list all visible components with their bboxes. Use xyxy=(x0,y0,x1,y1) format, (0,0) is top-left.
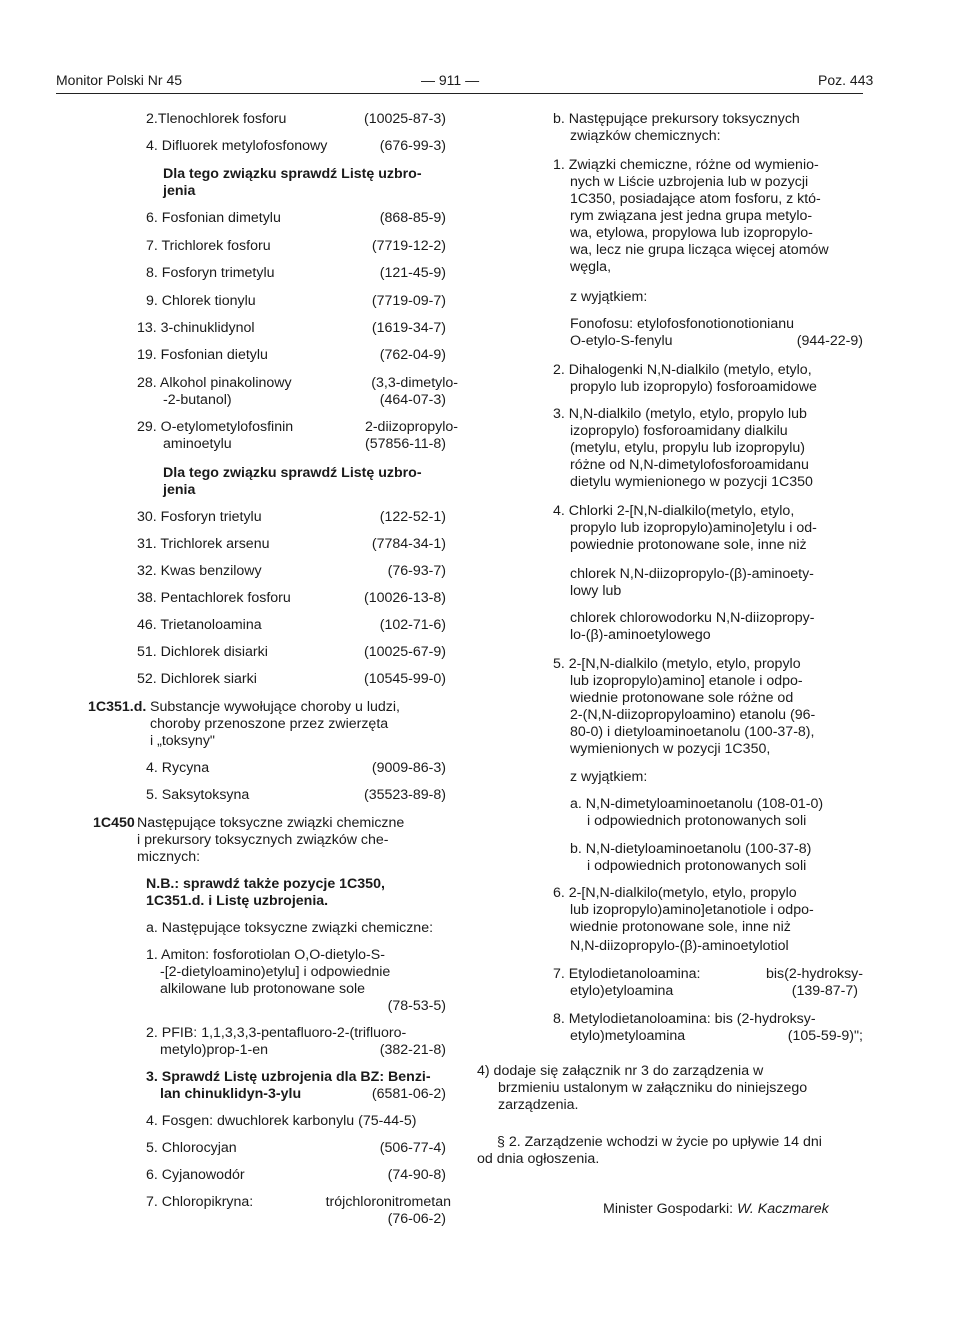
list-item-text: węgla, xyxy=(570,259,612,275)
note-check-list: jenia xyxy=(163,482,196,498)
list-item-text: 1. Związki chemiczne, różne od wymienio- xyxy=(553,157,819,173)
list-item-text: 7. Etylodietanoloamina: xyxy=(553,966,701,982)
list-item-text: izopropylo) fosforoamidany dialkilu xyxy=(570,423,788,439)
list-item-name: 7. Trichlorek fosforu xyxy=(146,238,271,254)
signature-title: Minister Gospodarki: xyxy=(603,1201,734,1217)
cas-number: (464-07-3) xyxy=(379,392,446,408)
list-item-detail: bis(2-hydroksy- xyxy=(766,966,863,982)
list-item-text: chlorek chlorowodorku N,N-diizopropy- xyxy=(570,610,815,626)
section-paragraph: od dnia ogłoszenia. xyxy=(477,1151,600,1167)
cas-number: (10545-99-0) xyxy=(363,671,446,687)
list-item-name: 46. Trietanoloamina xyxy=(137,617,262,633)
position-number: Poz. 443 xyxy=(818,72,874,88)
section-code: 1C450 xyxy=(93,815,135,831)
cas-number: (122-52-1) xyxy=(379,509,446,525)
header-rule xyxy=(56,93,863,94)
list-item-text: etylo)etyloamina xyxy=(570,983,674,999)
section-text: i „toksyny" xyxy=(150,733,215,749)
nb-note: N.B.: sprawdź także pozycje 1C350, xyxy=(146,876,385,892)
list-item-text: O-etylo-S-fenylu xyxy=(570,333,673,349)
cas-number: (10026-13-8) xyxy=(363,590,446,606)
section-text: Substancje wywołujące choroby u ludzi, xyxy=(150,699,400,715)
list-item-name: 1. Amiton: fosforotiolan O,O-dietylo-S- xyxy=(146,947,385,963)
list-item-text: 6. 2-[N,N-dialkilo(metylo, etylo, propylo xyxy=(553,885,797,901)
list-item-name: 28. Alkohol pinakolinowy xyxy=(137,375,292,391)
list-item-name: 4. Difluorek metylofosfonowy xyxy=(146,138,328,154)
list-item-name: 30. Fosforyn trietylu xyxy=(137,509,262,525)
cas-number: (6581-06-2) xyxy=(371,1086,446,1102)
cas-number: (382-21-8) xyxy=(379,1042,446,1058)
list-item-name: metylo)prop-1-en xyxy=(160,1042,269,1058)
list-item-name: 5. Chlorocyjan xyxy=(146,1140,237,1156)
section-code: 1C351.d. xyxy=(88,699,147,715)
list-item-name: 7. Chloropikryna: xyxy=(146,1194,254,1210)
list-item-text: 8. Metylodietanoloamina: bis (2-hydroksy- xyxy=(553,1011,816,1027)
list-item-text: wa, lecz nie grupa licząca więcej atomów xyxy=(570,242,829,258)
list-item-text: a. N,N-dimetyloaminoetanolu (108-01-0) xyxy=(570,796,824,812)
list-item-text: powiednie protonowane sole, inne niż xyxy=(570,537,807,553)
nb-note: 1C351.d. i Listę uzbrojenia. xyxy=(146,893,329,909)
list-item-text: wa, etylowa, propylowa lub izopropylo- xyxy=(570,225,813,241)
list-item-text: Fonofosu: etylofosfonotionotionianu xyxy=(570,316,795,332)
cas-number: (762-04-9) xyxy=(379,347,446,363)
cas-number: (57856-11-8) xyxy=(365,436,446,452)
cas-number: (78-53-5) xyxy=(387,998,446,1014)
signature xyxy=(603,1201,829,1218)
list-item-name: -2-butanol) xyxy=(163,392,232,408)
list-item-text: 2. Dihalogenki N,N-dialkilo (metylo, etylo, xyxy=(553,362,812,378)
cas-number: (10025-87-3) xyxy=(363,111,446,127)
cas-number: (7719-12-2) xyxy=(371,238,446,254)
exception-label: z wyjątkiem: xyxy=(570,769,648,785)
list-item-text: 80-0) i dietyloaminoetanolu (100-37-8), xyxy=(570,724,815,740)
list-item-text: chlorek N,N-diizopropylo-(β)-aminoety- xyxy=(570,566,814,582)
cas-number: (9009-86-3) xyxy=(371,760,446,776)
cas-number: (139-87-7) xyxy=(791,983,858,999)
list-item-detail: (3,3-dimetylo- xyxy=(371,375,458,391)
list-item-detail: trójchloronitrometan xyxy=(325,1194,451,1210)
cas-number: (121-45-9) xyxy=(379,265,446,281)
section-paragraph: § 2. Zarządzenie wchodzi w życie po upływie 14 dni xyxy=(497,1134,822,1150)
cas-number: (7784-34-1) xyxy=(371,536,446,552)
cas-number: (944-22-9) xyxy=(796,333,863,349)
list-item-text: 4. Chlorki 2-[N,N-dialkilo(metylo, etylo, xyxy=(553,503,795,519)
cas-number: (1619-34-7) xyxy=(371,320,446,336)
cas-number: (76-93-7) xyxy=(387,563,446,579)
cas-number: (7719-09-7) xyxy=(371,293,446,309)
cas-number: (10025-67-9) xyxy=(363,644,446,660)
section-text: i prekursory toksycznych związków che- xyxy=(137,832,389,848)
paragraph-point: brzmieniu ustalonym w załączniku do niniejszego xyxy=(498,1080,808,1096)
list-item-text: N,N-diizopropylo-(β)-aminoetylotiol xyxy=(570,938,789,954)
list-item-detail: 2-diizopropylo- xyxy=(364,419,458,435)
list-item-text: 5. 2-[N,N-dialkilo (metylo, etylo, propylo xyxy=(553,656,801,672)
list-item-text: lowy lub xyxy=(570,583,622,599)
list-item-text: 2-(N,N-diizopropyloamino) etanolu (96- xyxy=(570,707,816,723)
list-item-name: 13. 3-chinuklidynol xyxy=(137,320,255,336)
note-check-list: jenia xyxy=(163,183,196,199)
list-item-text: wymienionych w pozycji 1C350, xyxy=(570,741,771,757)
list-item-name: aminoetylu xyxy=(163,436,232,452)
list-item-text: lub izopropylo)amino] etanole i odpo- xyxy=(570,673,803,689)
cas-number: (102-71-6) xyxy=(379,617,446,633)
cas-number: (676-99-3) xyxy=(379,138,446,154)
list-item-text: i odpowiednich protonowanych soli xyxy=(587,813,807,829)
cas-number: (76-06-2) xyxy=(387,1211,446,1227)
paragraph-point: zarządzenia. xyxy=(498,1097,579,1113)
list-item-text: rym związana jest jedna grupa metylo- xyxy=(570,208,813,224)
list-item-name: 31. Trichlorek arsenu xyxy=(137,536,270,552)
note-check-list: Dla tego związku sprawdź Listę uzbro- xyxy=(163,166,422,182)
list-item-name: 51. Dichlorek disiarki xyxy=(137,644,268,660)
list-item-text: lo-(β)-aminoetylowego xyxy=(570,627,711,643)
list-item-name: 32. Kwas benzilowy xyxy=(137,563,262,579)
list-item-text: 1C350, posiadające atom fosforu, z któ- xyxy=(570,191,821,207)
list-item-name: 6. Cyjanowodór xyxy=(146,1167,245,1183)
list-item-name: 4. Rycyna xyxy=(146,760,210,776)
list-item-name: 5. Saksytoksyna xyxy=(146,787,250,803)
list-item-name: 19. Fosfonian dietylu xyxy=(137,347,268,363)
list-item-text: propylo lub izopropylo) fosforoamidowe xyxy=(570,379,817,395)
list-item-name: 6. Fosfonian dimetylu xyxy=(146,210,281,226)
cas-number: (506-77-4) xyxy=(379,1140,446,1156)
note-check-list: Dla tego związku sprawdź Listę uzbro- xyxy=(163,465,422,481)
list-item-text: wiednie protonowane sole różne od xyxy=(570,690,794,706)
cas-number: (35523-89-8) xyxy=(363,787,446,803)
list-item-name: 3. Sprawdź Listę uzbrojenia dla BZ: Benzi- xyxy=(146,1069,431,1085)
subsection-heading: związków chemicznych: xyxy=(570,128,721,144)
list-item-text: i odpowiednich protonowanych soli xyxy=(587,858,807,874)
list-item-name: 2.Tlenochlorek fosforu xyxy=(146,111,287,127)
list-item-name: 52. Dichlorek siarki xyxy=(137,671,257,687)
list-item-name: -[2-dietyloamino)etylu] i odpowiednie xyxy=(160,964,391,980)
paragraph-point: 4) dodaje się załącznik nr 3 do zarządzenia w xyxy=(477,1063,764,1079)
section-text: micznych: xyxy=(137,849,201,865)
list-item-text: b. N,N-dietyloaminoetanolu (100-37-8) xyxy=(570,841,812,857)
subsection-heading: a. Następujące toksyczne związki chemiczne: xyxy=(146,920,434,936)
list-item-name: 9. Chlorek tionylu xyxy=(146,293,256,309)
cas-number: (74-90-8) xyxy=(387,1167,446,1183)
cas-number: (105-59-9)"; xyxy=(787,1028,863,1044)
list-item-name: 4. Fosgen: dwuchlorek karbonylu (75-44-5) xyxy=(146,1113,417,1129)
section-text: choroby przenoszone przez zwierzęta xyxy=(150,716,389,732)
list-item-text: lub izopropylo)amino]etanotiole i odpo- xyxy=(570,902,814,918)
list-item-text: wiednie protonowane sole, inne niż xyxy=(570,919,791,935)
exception-label: z wyjątkiem: xyxy=(570,289,648,305)
signature-name: W. Kaczmarek xyxy=(737,1201,829,1217)
list-item-name: 8. Fosforyn trimetylu xyxy=(146,265,275,281)
list-item-text: dietylu wymienionego w pozycji 1C350 xyxy=(570,474,813,490)
list-item-name: 29. O-etylometylofosfinin xyxy=(137,419,294,435)
list-item-text: różne od N,N-dimetylofosforoamidanu xyxy=(570,457,809,473)
list-item-name: lan chinuklidyn-3-ylu xyxy=(160,1086,302,1102)
list-item-text: etylo)metyloamina xyxy=(570,1028,686,1044)
list-item-text: (metylu, etylu, propylu lub izopropylu) xyxy=(570,440,805,456)
list-item-text: 3. N,N-dialkilo (metylo, etylo, propylo lub xyxy=(553,406,807,422)
journal-title: Monitor Polski Nr 45 xyxy=(56,72,183,88)
section-text: Następujące toksyczne związki chemiczne xyxy=(137,815,405,831)
list-item-text: propylo lub izopropylo)amino]etylu i od- xyxy=(570,520,817,536)
subsection-heading: b. Następujące prekursory toksycznych xyxy=(553,111,800,127)
cas-number: (868-85-9) xyxy=(379,210,446,226)
page-number: — 911 — xyxy=(421,72,480,88)
list-item-text: nych w Liście uzbrojenia lub w pozycji xyxy=(570,174,809,190)
list-item-name: 2. PFIB: 1,1,3,3,3-pentafluoro-2-(trifluoro- xyxy=(146,1025,407,1041)
list-item-name: alkilowane lub protonowane sole xyxy=(160,981,366,997)
list-item-name: 38. Pentachlorek fosforu xyxy=(137,590,291,606)
